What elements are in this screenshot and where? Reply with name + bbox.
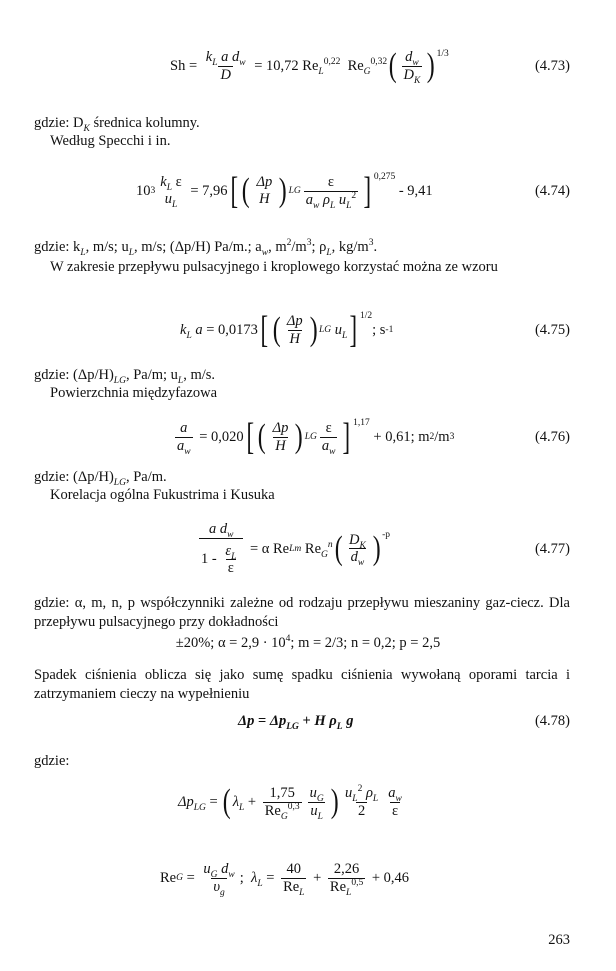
equation-4-73: Sh = $\frac{k_L a d_w}{D}$ = 10,72 $Re_L^{0,22}$ $Re_G^{0,32}$ ( $\frac{d_w}{D_K}$ ) $^{1/3}$ (4.73) [170, 47, 570, 86]
exp-re-g: 0,32 [370, 57, 388, 68]
text-line: Według Specchi i in. [50, 133, 171, 149]
text-line: gdzie: $k_L$, m/s; $u_L$, m/s; (Δp/H) Pa/m.; $a_w$, $m^2/m^3$; $\rho_L$, $kg/m^3$. [34, 238, 378, 258]
text-line: gdzie: $(\Delta p/H)_{LG}$, Pa/m; $u_L$, m/s. [34, 367, 216, 386]
equation-4-77: a $d_w$ 1 - $\frac{\varepsilon_L}{\varepsilon}$ = α Re L m $Re_G^n$ ( $\frac{D_K}{d_w}$ ) $^{-p}$ (4.77) [201, 520, 570, 577]
eq-coef: 10,72 [266, 57, 299, 74]
text-paragraph: gdzie: α, m, n, p współczynniki zależne od rodzaju przepływu mieszaniny gaz-ciecz. Dla przepływu pulsacyjnego przy dokładności [34, 595, 570, 630]
equation-4-78: Δp = $\Delta p_{LG}$ + H $\rho_L$ g (4.78) [238, 712, 570, 732]
text-line: gdzie: $D_K$ średnica kolumny. [34, 115, 200, 134]
equation-4-76: $\frac{a}{a_w}$ = 0,020 [ ( $\frac{\Delta p}{H}$ ) LG $\frac{\varepsilon}{a_w}$ ] $^{1,17}$ + 0,61; m 2 /m 3 (4.76) [177, 416, 570, 458]
equation-number: (4.73) [534, 57, 570, 74]
equation-number: (4.78) [534, 712, 570, 729]
text-line: gdzie: [34, 753, 70, 769]
equation-4-75: $k_L$ a = 0,0173 [ ( $\frac{\Delta p}{H}$ ) LG $u_L$ ] $^{1/2}$ ; s -1 (4.75) [180, 309, 570, 351]
parameter-values: ±20%; $\alpha = 2,9 \cdot 10^4$; m = 2/3; n = 0,2; p = 2,5 [175, 634, 441, 651]
text-line: Powierzchnia międzyfazowa [50, 385, 218, 401]
eq-lhs: Sh [170, 57, 186, 74]
equation-number: (4.75) [534, 321, 570, 338]
text-line: Korelacja ogólna Fukustrima i Kusuka [50, 487, 275, 503]
text-paragraph: Spadek ciśnienia oblicza się jako sumę spadku ciśnienia wywołaną oporami tarcia i zatrzymaniem cieczy na wypełnieniu [34, 667, 570, 702]
equation-number: (4.76) [534, 428, 570, 445]
equation-4-74: 10 3 $k_L$ ε $u_L$ = 7,96 [ ( Δp H ) LG $\frac{\varepsilon}{a_w \rho_L u_L^2}$ ] $^{0,275}$ - 9,41 (4.74) [136, 170, 570, 212]
text-line: gdzie: $(\Delta p/H)_{LG}$, Pa/m. [34, 469, 167, 488]
exp-re-l: 0,22 [323, 57, 341, 68]
equation-number: (4.74) [534, 182, 570, 199]
equation-number: (4.77) [534, 540, 570, 557]
equation-dp-lg: $\Delta p_{LG}$ = ( $\lambda_L$ + $\frac{1,75}{Re_G^{0,3}}$ $\frac{u_G}{u_L}$ ) $\frac{u_L^2 \rho_L}{2}$ $\frac{a_w}{\varepsilon}$ [178, 783, 402, 822]
text-paragraph: W zakresie przepływu pulsacyjnego i kroplowego korzystać można ze wzoru [50, 259, 498, 275]
page-number: 263 [548, 931, 570, 948]
equation-re-lambda: Re G = $\frac{u_G d_w}{\upsilon_g}$ ; $\lambda_L$ = $\frac{40}{Re_L}$ + $\frac{2,26}{Re_L^{0,5}}$ + 0,46 [160, 860, 409, 898]
